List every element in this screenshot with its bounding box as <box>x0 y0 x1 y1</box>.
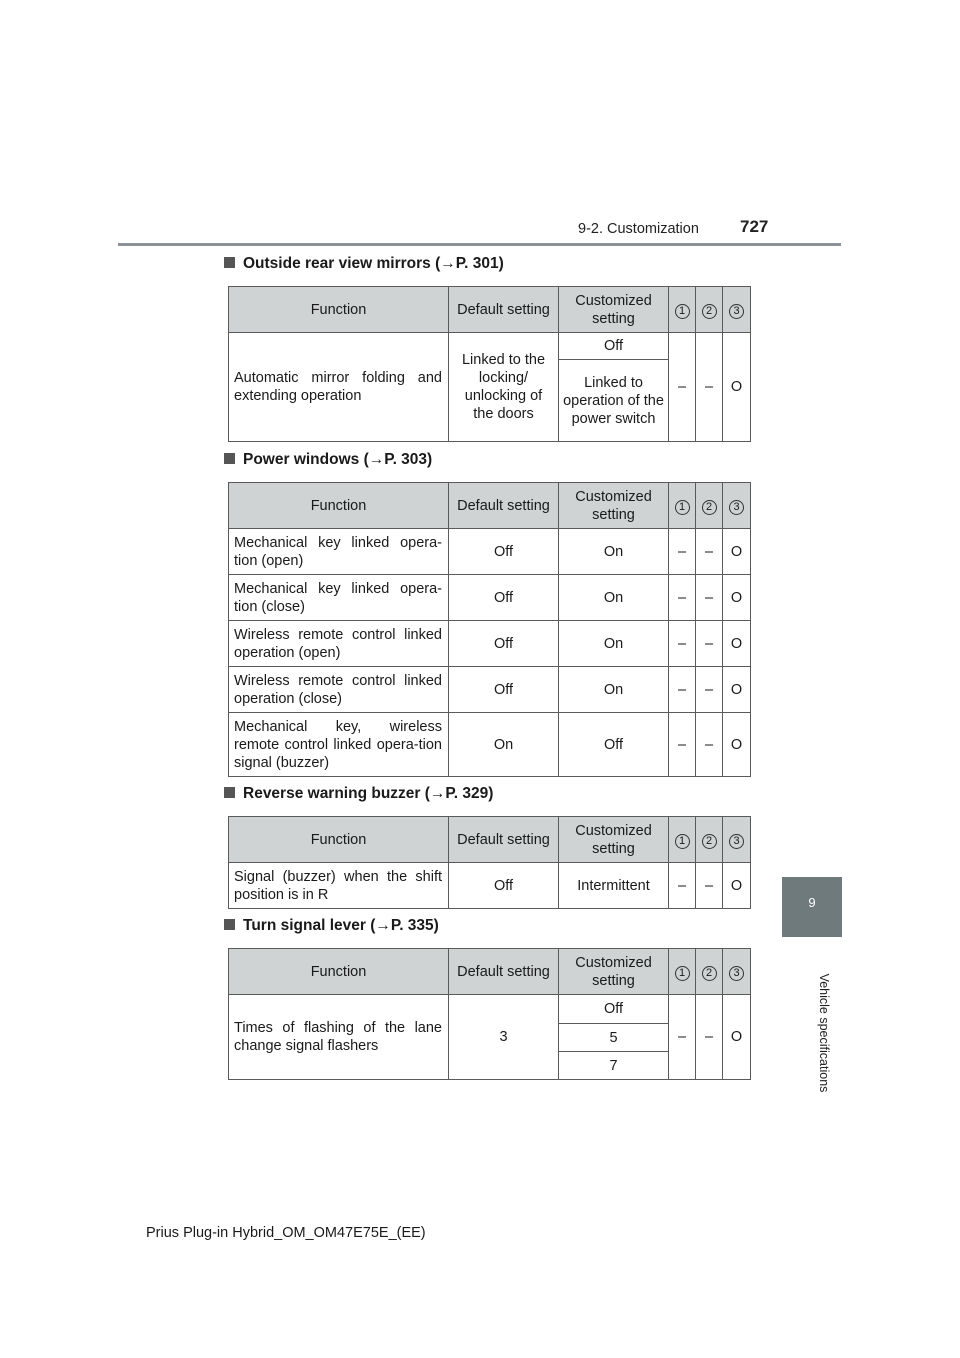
cell-function: Signal (buzzer) when the shift position is in R <box>229 863 449 909</box>
circled-2-icon: 2 <box>702 304 717 319</box>
cell-customized: On <box>559 667 669 713</box>
header-default: Default setting <box>449 949 559 995</box>
cell-function: Wireless remote control linked operation (close) <box>229 667 449 713</box>
header-col-1 <box>669 817 696 863</box>
cell-function: Automatic mirror folding and extending operation <box>229 333 449 442</box>
table-row <box>229 621 751 667</box>
header-col-2 <box>696 483 723 529</box>
cell-col-3: O <box>723 995 751 1080</box>
page-number: 727 <box>740 217 769 236</box>
section-title-reverse-buzzer: Reverse warning buzzer (→P. 329) <box>224 785 493 803</box>
cell-col-3: O <box>723 621 751 667</box>
table-row <box>229 333 751 360</box>
header-default: Default setting <box>449 287 559 333</box>
cell-customized-option: Linked to operation of the power switch <box>559 360 669 442</box>
cell-default: Off <box>449 667 559 713</box>
table-header-row <box>229 817 751 863</box>
circled-1-icon: 1 <box>675 304 690 319</box>
cell-default: Off <box>449 621 559 667</box>
cell-col-1: – <box>669 529 696 575</box>
cell-default: Off <box>449 863 559 909</box>
circled-1-icon: 1 <box>675 500 690 515</box>
cell-customized-option: 7 <box>559 1052 669 1080</box>
cell-col-2: – <box>696 995 723 1080</box>
cell-col-1: – <box>669 333 696 442</box>
header-rule <box>118 243 841 246</box>
cell-col-2: – <box>696 713 723 777</box>
cell-col-1: – <box>669 667 696 713</box>
cell-col-1: – <box>669 621 696 667</box>
section-title-power-windows: Power windows (→P. 303) <box>224 451 432 469</box>
header-col-2 <box>696 817 723 863</box>
circled-3-icon: 3 <box>729 966 744 981</box>
square-bullet-icon <box>224 257 235 268</box>
power-windows-table <box>228 482 751 777</box>
cell-col-1: – <box>669 863 696 909</box>
cell-function: Wireless remote control linked operation (open) <box>229 621 449 667</box>
cell-default: Linked to the locking/ unlocking of the doors <box>449 333 559 442</box>
cell-col-1: – <box>669 575 696 621</box>
cell-function: Mechanical key linked opera-tion (open) <box>229 529 449 575</box>
table-header-row <box>229 287 751 333</box>
circled-2-icon: 2 <box>702 966 717 981</box>
section-title-mirrors: Outside rear view mirrors (→P. 301) <box>224 255 504 273</box>
cell-customized-option: Off <box>559 333 669 360</box>
header-function: Function <box>229 817 449 863</box>
header-default: Default setting <box>449 483 559 529</box>
cell-col-1: – <box>669 713 696 777</box>
circled-1-icon: 1 <box>675 966 690 981</box>
header-col-2 <box>696 287 723 333</box>
table-row <box>229 863 751 909</box>
cell-customized: Off <box>559 713 669 777</box>
cell-col-2: – <box>696 667 723 713</box>
cell-col-2: – <box>696 529 723 575</box>
section-title-turn-signal: Turn signal lever (→P. 335) <box>224 917 439 935</box>
circled-3-icon: 3 <box>729 834 744 849</box>
cell-col-3: O <box>723 575 751 621</box>
cell-default: Off <box>449 575 559 621</box>
table-header-row <box>229 483 751 529</box>
reverse-buzzer-table <box>228 816 751 909</box>
header-function: Function <box>229 949 449 995</box>
cell-col-3: O <box>723 333 751 442</box>
header-col-3 <box>723 817 751 863</box>
cell-customized: On <box>559 575 669 621</box>
cell-customized: On <box>559 621 669 667</box>
cell-function: Times of flashing of the lane change signal flashers <box>229 995 449 1080</box>
circled-2-icon: 2 <box>702 500 717 515</box>
cell-customized-option: 5 <box>559 1024 669 1052</box>
header-function: Function <box>229 483 449 529</box>
chapter-label: Vehicle specifications <box>817 973 831 1093</box>
header-col-2 <box>696 949 723 995</box>
cell-customized-option: Off <box>559 995 669 1024</box>
cell-customized: On <box>559 529 669 575</box>
table-row <box>229 529 751 575</box>
mirrors-table <box>228 286 751 442</box>
header-customized: Customized setting <box>559 287 669 333</box>
header-function: Function <box>229 287 449 333</box>
square-bullet-icon <box>224 787 235 798</box>
cell-col-3: O <box>723 713 751 777</box>
cell-col-1: – <box>669 995 696 1080</box>
cell-col-2: – <box>696 863 723 909</box>
cell-col-3: O <box>723 529 751 575</box>
cell-default: 3 <box>449 995 559 1080</box>
header-col-1 <box>669 287 696 333</box>
turn-signal-table <box>228 948 751 1080</box>
cell-default: Off <box>449 529 559 575</box>
header-col-3 <box>723 287 751 333</box>
table-header-row <box>229 949 751 995</box>
cell-col-2: – <box>696 621 723 667</box>
circled-3-icon: 3 <box>729 304 744 319</box>
table-row <box>229 995 751 1024</box>
cell-col-2: – <box>696 333 723 442</box>
header-col-1 <box>669 483 696 529</box>
header-col-3 <box>723 949 751 995</box>
cell-col-2: – <box>696 575 723 621</box>
square-bullet-icon <box>224 919 235 930</box>
cell-function: Mechanical key linked opera-tion (close) <box>229 575 449 621</box>
header-col-1 <box>669 949 696 995</box>
header-default: Default setting <box>449 817 559 863</box>
cell-col-3: O <box>723 667 751 713</box>
circled-1-icon: 1 <box>675 834 690 849</box>
header-section-title: 9-2. Customization <box>578 221 699 237</box>
cell-function: Mechanical key, wireless remote control linked opera-tion signal (buzzer) <box>229 713 449 777</box>
square-bullet-icon <box>224 453 235 464</box>
chapter-number: 9 <box>808 895 816 910</box>
header-customized: Customized setting <box>559 949 669 995</box>
table-row <box>229 667 751 713</box>
table-row <box>229 575 751 621</box>
cell-col-3: O <box>723 863 751 909</box>
header-col-3 <box>723 483 751 529</box>
table-row <box>229 713 751 777</box>
header-customized: Customized setting <box>559 817 669 863</box>
header-customized: Customized setting <box>559 483 669 529</box>
cell-default: On <box>449 713 559 777</box>
circled-3-icon: 3 <box>729 500 744 515</box>
circled-2-icon: 2 <box>702 834 717 849</box>
cell-customized: Intermittent <box>559 863 669 909</box>
footer-document-id: Prius Plug-in Hybrid_OM_OM47E75E_(EE) <box>146 1225 426 1241</box>
